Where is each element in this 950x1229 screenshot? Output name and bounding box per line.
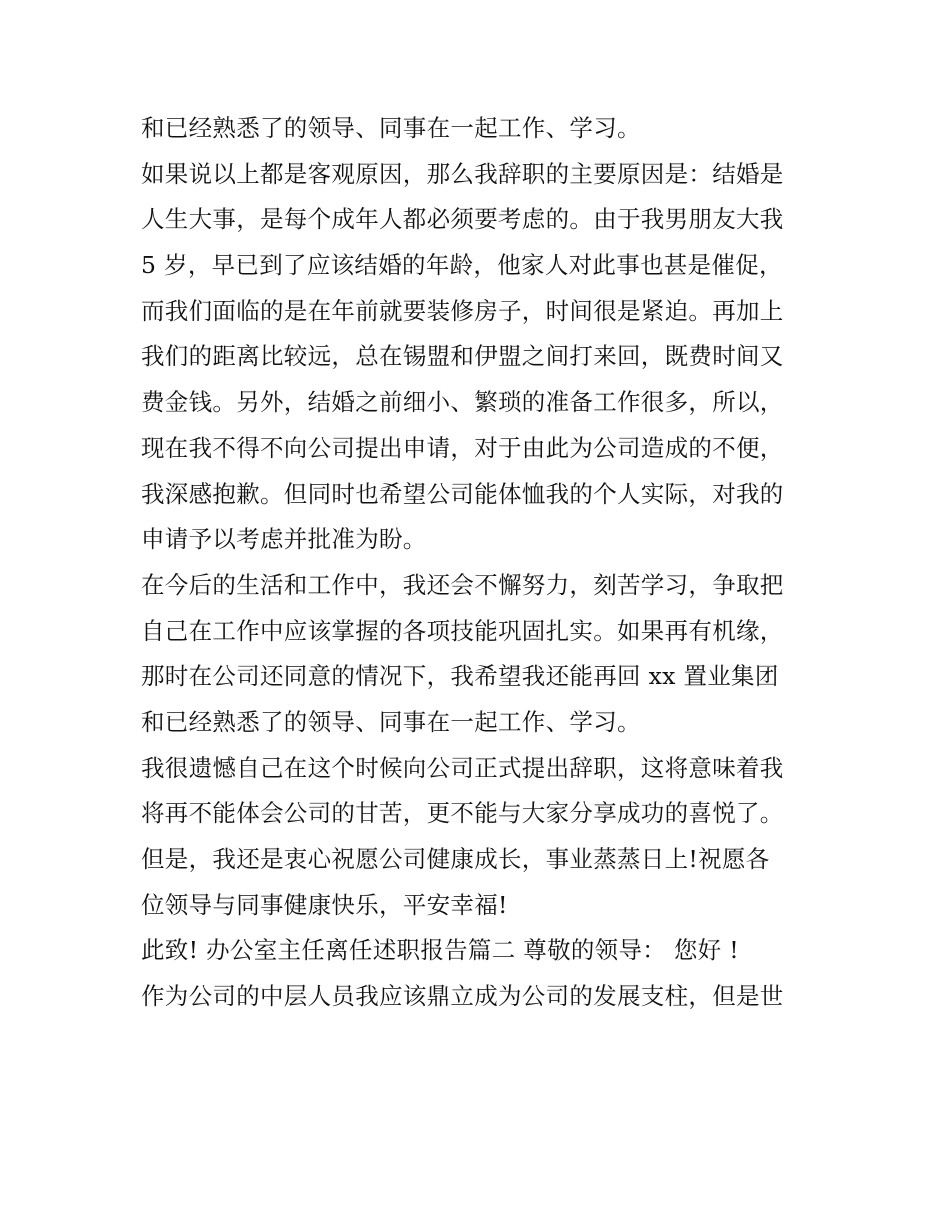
text-line: 作为公司的中层人员我应该鼎立成为公司的发展支柱，但是世 — [141, 982, 784, 1011]
text-line: 那时在公司还同意的情况下，我希望我还能再回 xx 置业集团 — [141, 662, 779, 691]
text-line: 现在我不得不向公司提出申请，对于由此为公司造成的不便， — [141, 433, 784, 462]
text-line: 人生大事，是每个成年人都必须要考虑的。由于我男朋友大我 — [141, 205, 784, 234]
text-line: 而我们面临的是在年前就要装修房子，时间很是紧迫。再加上 — [141, 296, 784, 325]
text-line: 费金钱。另外，结婚之前细小、繁琐的准备工作很多，所以， — [141, 388, 784, 417]
text-line: 如果说以上都是客观原因，那么我辞职的主要原因是：结婚是 — [141, 159, 784, 188]
text-line: 我很遗憾自己在这个时候向公司正式提出辞职，这将意味着我 — [141, 753, 784, 782]
text-line: 位领导与同事健康快乐，平安幸福! — [141, 890, 508, 919]
text-line: 和已经熟悉了的领导、同事在一起工作、学习。 — [141, 707, 641, 736]
text-line: 但是，我还是衷心祝愿公司健康成长，事业蒸蒸日上!祝愿各 — [141, 845, 770, 873]
text-line: 和已经熟悉了的领导、同事在一起工作、学习。 — [141, 114, 641, 142]
text-line: 自己在工作中应该掌握的各项技能巩固扎实。如果再有机缘， — [141, 616, 784, 645]
text-line: 在今后的生活和工作中，我还会不懈努力，刻苦学习，争取把 — [141, 570, 784, 599]
document-body — [141, 106, 821, 1020]
text-line: 此致! 办公室主任离任述职报告篇二 尊敬的领导： 您好 ! — [141, 936, 739, 965]
text-line: 5 岁，早已到了应该结婚的年龄，他家人对此事也甚是催促， — [141, 251, 783, 280]
text-line: 我们的距离比较远，总在锡盟和伊盟之间打来回，既费时间又 — [141, 342, 784, 371]
text-line: 我深感抱歉。但同时也希望公司能体恤我的个人实际，对我的 — [141, 479, 784, 508]
text-line: 申请予以考虑并批准为盼。 — [141, 525, 427, 554]
text-line: 将再不能体会公司的甘苦，更不能与大家分享成功的喜悦了。 — [141, 799, 784, 828]
